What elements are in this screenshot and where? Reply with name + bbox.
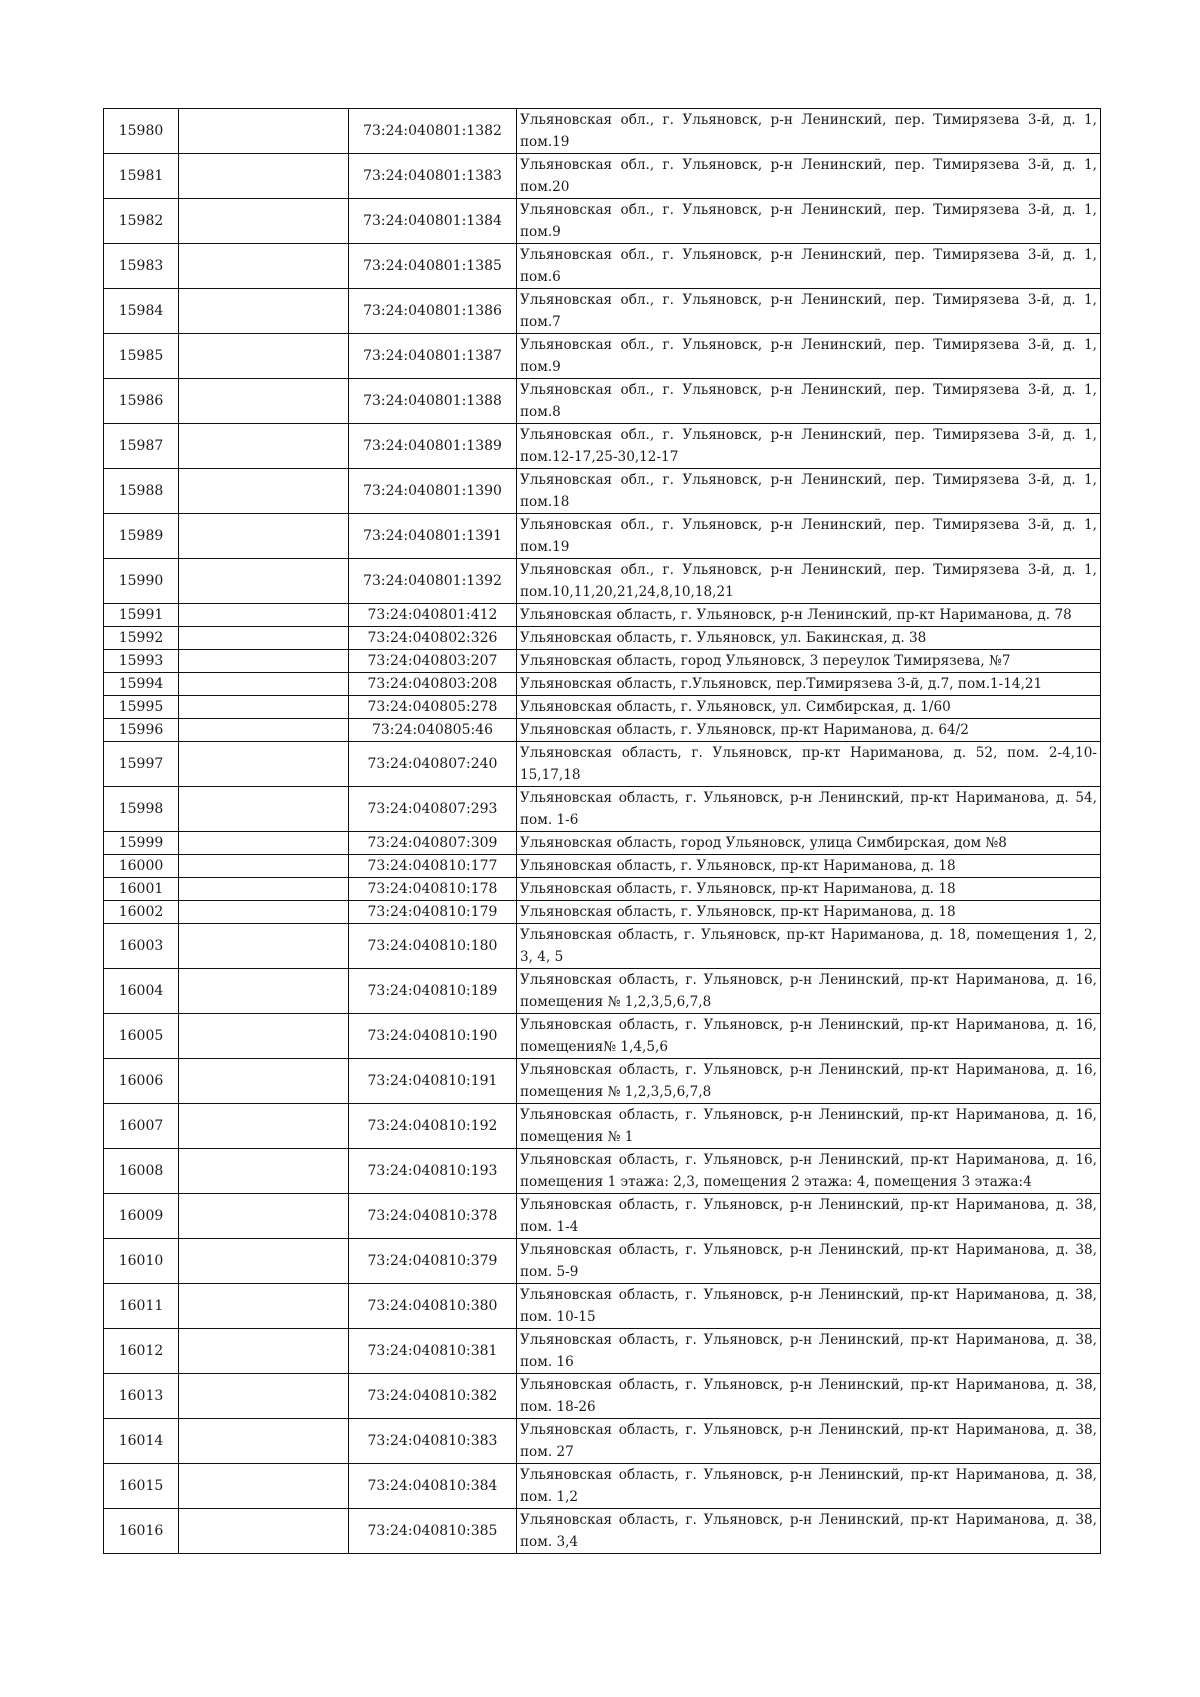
table-row: [104, 154, 1101, 199]
empty-cell: [179, 673, 349, 696]
address-cell: Ульяновская обл., г. Ульяновск, р-н Ленинский, пер. Тимирязева 3-й, д. 1, пом.8: [517, 379, 1101, 424]
table-row: [104, 424, 1101, 469]
table-row: [104, 924, 1101, 969]
address-cell: Ульяновская обл., г. Ульяновск, р-н Ленинский, пер. Тимирязева 3-й, д. 1, пом.9: [517, 334, 1101, 379]
address-cell: Ульяновская обл., г. Ульяновск, р-н Ленинский, пер. Тимирязева 3-й, д. 1, пом.20: [517, 154, 1101, 199]
cadastral-number-cell: 73:24:040810:180: [349, 924, 517, 969]
table-row: [104, 742, 1101, 787]
empty-cell: [179, 1059, 349, 1104]
cadastral-number-cell: 73:24:040801:412: [349, 604, 517, 627]
row-number-cell: 15999: [104, 832, 179, 855]
address-cell: Ульяновская обл., г. Ульяновск, р-н Ленинский, пер. Тимирязева 3-й, д. 1, пом.6: [517, 244, 1101, 289]
address-cell: Ульяновская обл., г. Ульяновск, р-н Ленинский, пер. Тимирязева 3-й, д. 1, пом.7: [517, 289, 1101, 334]
empty-cell: [179, 627, 349, 650]
empty-cell: [179, 154, 349, 199]
table-row: [104, 878, 1101, 901]
empty-cell: [179, 1464, 349, 1509]
address-cell: Ульяновская область, г. Ульяновск, р-н Ленинский, пр-кт Нариманова, д. 78: [517, 604, 1101, 627]
cadastral-number-cell: 73:24:040810:178: [349, 878, 517, 901]
row-number-cell: 16003: [104, 924, 179, 969]
cadastral-number-cell: 73:24:040801:1382: [349, 109, 517, 154]
empty-cell: [179, 1194, 349, 1239]
table-row: [104, 787, 1101, 832]
empty-cell: [179, 1149, 349, 1194]
table-row: [104, 1329, 1101, 1374]
empty-cell: [179, 1104, 349, 1149]
cadastral-number-cell: 73:24:040807:240: [349, 742, 517, 787]
cadastral-number-cell: 73:24:040802:326: [349, 627, 517, 650]
cadastral-number-cell: 73:24:040805:278: [349, 696, 517, 719]
empty-cell: [179, 696, 349, 719]
cadastral-number-cell: 73:24:040807:309: [349, 832, 517, 855]
cadastral-number-cell: 73:24:040810:379: [349, 1239, 517, 1284]
cadastral-number-cell: 73:24:040810:177: [349, 855, 517, 878]
row-number-cell: 16015: [104, 1464, 179, 1509]
row-number-cell: 16009: [104, 1194, 179, 1239]
row-number-cell: 16006: [104, 1059, 179, 1104]
empty-cell: [179, 832, 349, 855]
cadastral-number-cell: 73:24:040810:191: [349, 1059, 517, 1104]
table-row: [104, 901, 1101, 924]
row-number-cell: 16016: [104, 1509, 179, 1554]
table-row: [104, 832, 1101, 855]
table-row: [104, 469, 1101, 514]
empty-cell: [179, 514, 349, 559]
address-cell: Ульяновская область, г. Ульяновск, пр-кт Нариманова, д. 64/2: [517, 719, 1101, 742]
address-cell: Ульяновская обл., г. Ульяновск, р-н Ленинский, пер. Тимирязева 3-й, д. 1, пом.12-17,25-30,12-17: [517, 424, 1101, 469]
cadastral-number-cell: 73:24:040801:1392: [349, 559, 517, 604]
row-number-cell: 16012: [104, 1329, 179, 1374]
address-cell: Ульяновская обл., г. Ульяновск, р-н Ленинский, пер. Тимирязева 3-й, д. 1, пом.9: [517, 199, 1101, 244]
table-row: [104, 969, 1101, 1014]
cadastral-number-cell: 73:24:040810:385: [349, 1509, 517, 1554]
table-row: [104, 289, 1101, 334]
table-row: [104, 1194, 1101, 1239]
cadastral-number-cell: 73:24:040803:208: [349, 673, 517, 696]
table-row: [104, 1464, 1101, 1509]
empty-cell: [179, 469, 349, 514]
cadastral-number-cell: 73:24:040803:207: [349, 650, 517, 673]
empty-cell: [179, 1014, 349, 1059]
cadastral-number-cell: 73:24:040807:293: [349, 787, 517, 832]
address-cell: Ульяновская область, г. Ульяновск, р-н Ленинский, пр-кт Нариманова, д. 16, помещения № 1,2,3,5,6,7,8: [517, 1059, 1101, 1104]
table-row: [104, 673, 1101, 696]
address-cell: Ульяновская область, г. Ульяновск, р-н Ленинский, пр-кт Нариманова, д. 38, пом. 1-4: [517, 1194, 1101, 1239]
table-row: [104, 1284, 1101, 1329]
table-row: [104, 1509, 1101, 1554]
address-cell: Ульяновская область, г. Ульяновск, р-н Ленинский, пр-кт Нариманова, д. 38, пом. 1,2: [517, 1464, 1101, 1509]
address-cell: Ульяновская обл., г. Ульяновск, р-н Ленинский, пер. Тимирязева 3-й, д. 1, пом.10,11,20,21,24,8,10,18,21: [517, 559, 1101, 604]
cadastral-number-cell: 73:24:040801:1385: [349, 244, 517, 289]
address-cell: Ульяновская область, г. Ульяновск, р-н Ленинский, пр-кт Нариманова, д. 54, пом. 1-6: [517, 787, 1101, 832]
row-number-cell: 15982: [104, 199, 179, 244]
address-cell: Ульяновская область, город Ульяновск, улица Симбирская, дом №8: [517, 832, 1101, 855]
empty-cell: [179, 650, 349, 673]
table-row: [104, 855, 1101, 878]
table-row: [104, 514, 1101, 559]
row-number-cell: 15986: [104, 379, 179, 424]
row-number-cell: 15984: [104, 289, 179, 334]
table-row: [104, 696, 1101, 719]
address-cell: Ульяновская область, г. Ульяновск, р-н Ленинский, пр-кт Нариманова, д. 38, пом. 18-26: [517, 1374, 1101, 1419]
row-number-cell: 15994: [104, 673, 179, 696]
table-row: [104, 379, 1101, 424]
table-row: [104, 719, 1101, 742]
row-number-cell: 16010: [104, 1239, 179, 1284]
registry-table: [103, 108, 1101, 1554]
empty-cell: [179, 742, 349, 787]
row-number-cell: 16008: [104, 1149, 179, 1194]
row-number-cell: 15998: [104, 787, 179, 832]
address-cell: Ульяновская обл., г. Ульяновск, р-н Ленинский, пер. Тимирязева 3-й, д. 1, пом.18: [517, 469, 1101, 514]
empty-cell: [179, 289, 349, 334]
row-number-cell: 16014: [104, 1419, 179, 1464]
address-cell: Ульяновская область, г. Ульяновск, р-н Ленинский, пр-кт Нариманова, д. 38, пом. 5-9: [517, 1239, 1101, 1284]
empty-cell: [179, 1239, 349, 1284]
row-number-cell: 16007: [104, 1104, 179, 1149]
address-cell: Ульяновская область, г. Ульяновск, р-н Ленинский, пр-кт Нариманова, д. 38, пом. 10-15: [517, 1284, 1101, 1329]
row-number-cell: 15989: [104, 514, 179, 559]
empty-cell: [179, 901, 349, 924]
row-number-cell: 15981: [104, 154, 179, 199]
empty-cell: [179, 109, 349, 154]
empty-cell: [179, 334, 349, 379]
address-cell: Ульяновская область, г. Ульяновск, р-н Ленинский, пр-кт Нариманова, д. 16, помещения № 1,2,3,5,6,7,8: [517, 969, 1101, 1014]
empty-cell: [179, 1329, 349, 1374]
row-number-cell: 15987: [104, 424, 179, 469]
cadastral-number-cell: 73:24:040801:1391: [349, 514, 517, 559]
table-row: [104, 650, 1101, 673]
table-row: [104, 1104, 1101, 1149]
table-row: [104, 1014, 1101, 1059]
address-cell: Ульяновская обл., г. Ульяновск, р-н Ленинский, пер. Тимирязева 3-й, д. 1, пом.19: [517, 514, 1101, 559]
empty-cell: [179, 199, 349, 244]
cadastral-number-cell: 73:24:040801:1388: [349, 379, 517, 424]
empty-cell: [179, 424, 349, 469]
cadastral-number-cell: 73:24:040810:381: [349, 1329, 517, 1374]
address-cell: Ульяновская область, г. Ульяновск, пр-кт Нариманова, д. 18: [517, 878, 1101, 901]
empty-cell: [179, 878, 349, 901]
cadastral-number-cell: 73:24:040810:383: [349, 1419, 517, 1464]
cadastral-number-cell: 73:24:040805:46: [349, 719, 517, 742]
cadastral-number-cell: 73:24:040810:380: [349, 1284, 517, 1329]
table-row: [104, 334, 1101, 379]
cadastral-number-cell: 73:24:040801:1386: [349, 289, 517, 334]
address-cell: Ульяновская область, г. Ульяновск, р-н Ленинский, пр-кт Нариманова, д. 16, помещения № 1: [517, 1104, 1101, 1149]
row-number-cell: 15995: [104, 696, 179, 719]
address-cell: Ульяновская обл., г. Ульяновск, р-н Ленинский, пер. Тимирязева 3-й, д. 1, пом.19: [517, 109, 1101, 154]
cadastral-number-cell: 73:24:040801:1383: [349, 154, 517, 199]
address-cell: Ульяновская область, г. Ульяновск, пр-кт Нариманова, д. 18: [517, 901, 1101, 924]
empty-cell: [179, 1374, 349, 1419]
row-number-cell: 16004: [104, 969, 179, 1014]
row-number-cell: 15993: [104, 650, 179, 673]
row-number-cell: 15980: [104, 109, 179, 154]
cadastral-number-cell: 73:24:040810:378: [349, 1194, 517, 1239]
table-row: [104, 1239, 1101, 1284]
address-cell: Ульяновская область, г. Ульяновск, р-н Ленинский, пр-кт Нариманова, д. 38, пом. 27: [517, 1419, 1101, 1464]
empty-cell: [179, 379, 349, 424]
row-number-cell: 15983: [104, 244, 179, 289]
address-cell: Ульяновская область, г. Ульяновск, р-н Ленинский, пр-кт Нариманова, д. 38, пом. 16: [517, 1329, 1101, 1374]
table-row: [104, 627, 1101, 650]
address-cell: Ульяновская область, город Ульяновск, 3 переулок Тимирязева, №7: [517, 650, 1101, 673]
address-cell: Ульяновская область, г. Ульяновск, р-н Ленинский, пр-кт Нариманова, д. 38, пом. 3,4: [517, 1509, 1101, 1554]
row-number-cell: 15990: [104, 559, 179, 604]
empty-cell: [179, 244, 349, 289]
row-number-cell: 15996: [104, 719, 179, 742]
empty-cell: [179, 969, 349, 1014]
address-cell: Ульяновская область, г. Ульяновск, ул. Симбирская, д. 1/60: [517, 696, 1101, 719]
table-row: [104, 1149, 1101, 1194]
table-row: [104, 1374, 1101, 1419]
empty-cell: [179, 787, 349, 832]
address-cell: Ульяновская область, г. Ульяновск, р-н Ленинский, пр-кт Нариманова, д. 16, помещения№ 1,4,5,6: [517, 1014, 1101, 1059]
cadastral-number-cell: 73:24:040810:179: [349, 901, 517, 924]
empty-cell: [179, 604, 349, 627]
empty-cell: [179, 1419, 349, 1464]
row-number-cell: 15985: [104, 334, 179, 379]
cadastral-number-cell: 73:24:040810:189: [349, 969, 517, 1014]
row-number-cell: 15997: [104, 742, 179, 787]
row-number-cell: 16001: [104, 878, 179, 901]
cadastral-number-cell: 73:24:040810:382: [349, 1374, 517, 1419]
cadastral-number-cell: 73:24:040810:190: [349, 1014, 517, 1059]
table-row: [104, 109, 1101, 154]
empty-cell: [179, 855, 349, 878]
empty-cell: [179, 924, 349, 969]
row-number-cell: 15991: [104, 604, 179, 627]
row-number-cell: 16000: [104, 855, 179, 878]
table-row: [104, 559, 1101, 604]
address-cell: Ульяновская область, г. Ульяновск, ул. Бакинская, д. 38: [517, 627, 1101, 650]
address-cell: Ульяновская область, г. Ульяновск, пр-кт Нариманова, д. 18, помещения 1, 2, 3, 4, 5: [517, 924, 1101, 969]
cadastral-number-cell: 73:24:040801:1389: [349, 424, 517, 469]
table-row: [104, 1059, 1101, 1104]
cadastral-number-cell: 73:24:040810:384: [349, 1464, 517, 1509]
cadastral-number-cell: 73:24:040810:193: [349, 1149, 517, 1194]
table-row: [104, 1419, 1101, 1464]
address-cell: Ульяновская область, г. Ульяновск, пр-кт Нариманова, д. 18: [517, 855, 1101, 878]
row-number-cell: 16005: [104, 1014, 179, 1059]
address-cell: Ульяновская область, г. Ульяновск, р-н Ленинский, пр-кт Нариманова, д. 16, помещения 1 этажа: 2,3, помещения 2 этажа: 4, помещения 3 этажа:4: [517, 1149, 1101, 1194]
cadastral-number-cell: 73:24:040801:1390: [349, 469, 517, 514]
address-cell: Ульяновская область, г. Ульяновск, пр-кт Нариманова, д. 52, пом. 2-4,10-15,17,18: [517, 742, 1101, 787]
row-number-cell: 15988: [104, 469, 179, 514]
registry-table-body: [104, 109, 1101, 1554]
table-row: [104, 244, 1101, 289]
empty-cell: [179, 1284, 349, 1329]
table-row: [104, 199, 1101, 244]
empty-cell: [179, 559, 349, 604]
table-row: [104, 604, 1101, 627]
row-number-cell: 16013: [104, 1374, 179, 1419]
empty-cell: [179, 1509, 349, 1554]
row-number-cell: 15992: [104, 627, 179, 650]
cadastral-number-cell: 73:24:040801:1384: [349, 199, 517, 244]
row-number-cell: 16002: [104, 901, 179, 924]
address-cell: Ульяновская область, г.Ульяновск, пер.Тимирязева 3-й, д.7, пом.1-14,21: [517, 673, 1101, 696]
cadastral-number-cell: 73:24:040810:192: [349, 1104, 517, 1149]
row-number-cell: 16011: [104, 1284, 179, 1329]
empty-cell: [179, 719, 349, 742]
cadastral-number-cell: 73:24:040801:1387: [349, 334, 517, 379]
